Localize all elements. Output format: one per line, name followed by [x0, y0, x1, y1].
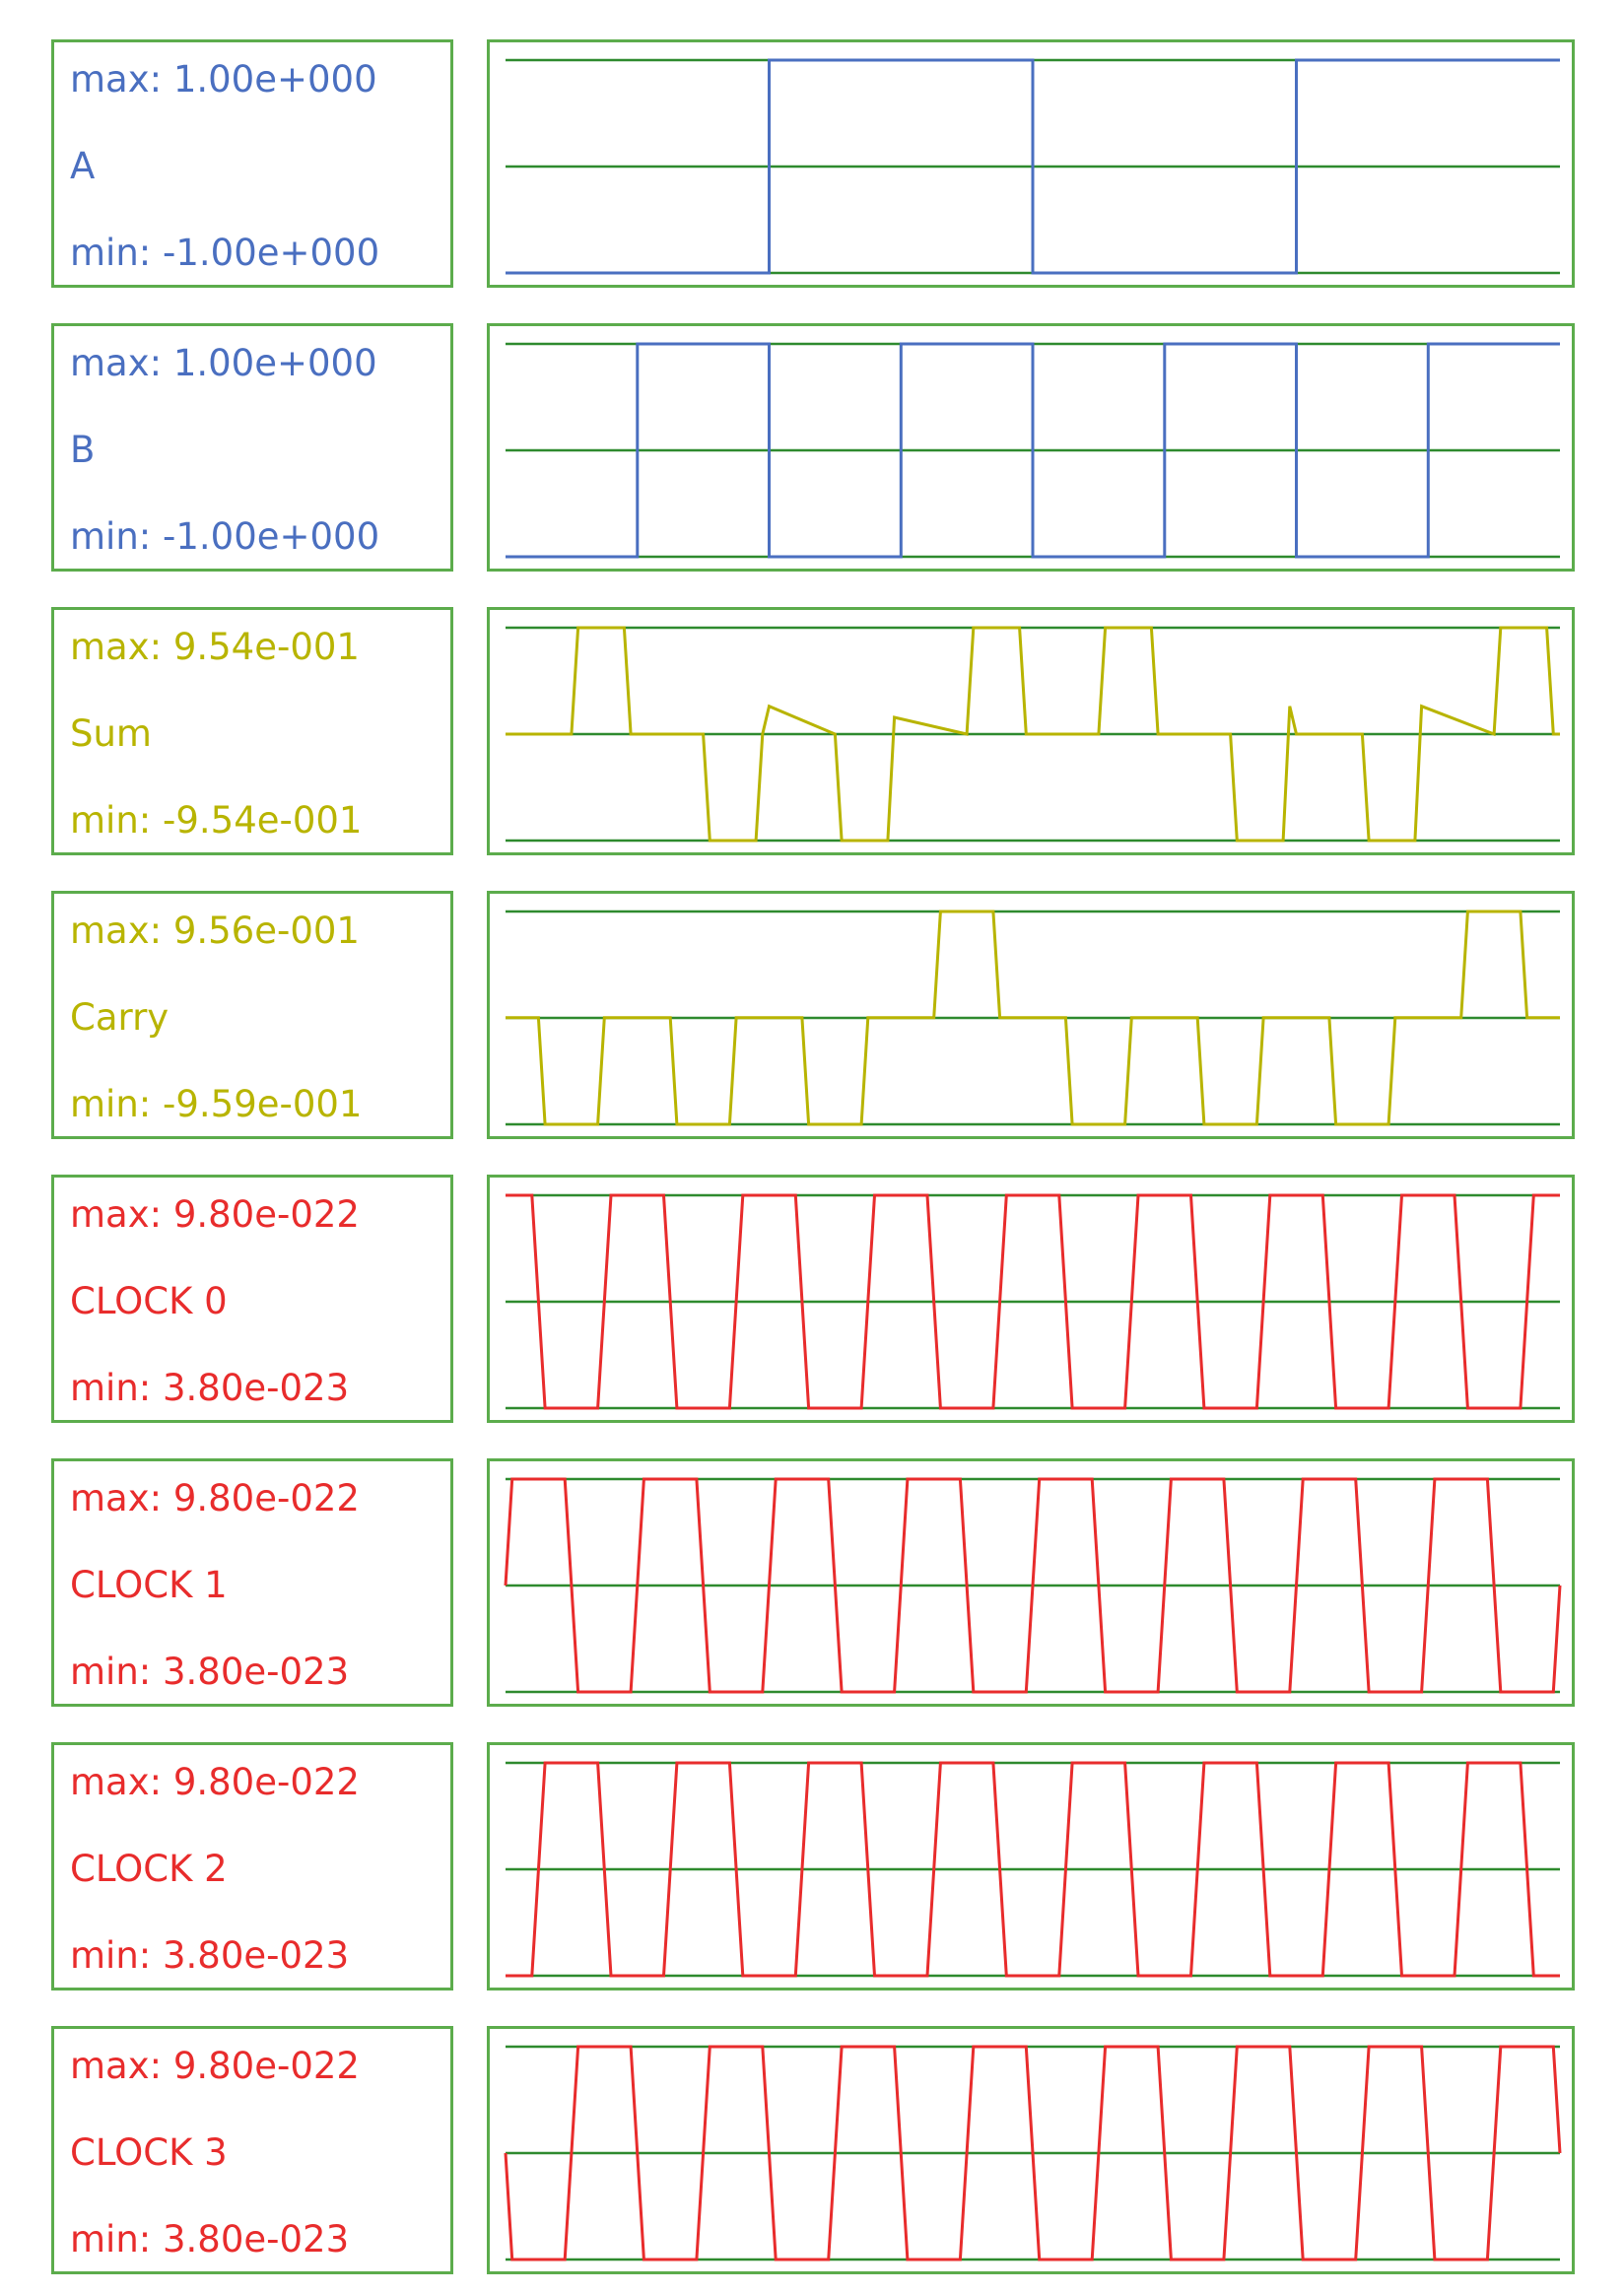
- signal-label-box: [51, 323, 453, 572]
- waveform-trace: [506, 911, 1560, 1124]
- signal-row: [0, 1742, 1624, 1998]
- signal-name-label: CLOCK 3: [70, 2131, 228, 2174]
- signal-max-label: max: 9.80e-022: [70, 2045, 360, 2087]
- signal-min-label: min: -9.59e-001: [70, 1083, 363, 1125]
- signal-max-label: max: 9.80e-022: [70, 1193, 360, 1236]
- signal-min-label: min: 3.80e-023: [70, 1651, 350, 1693]
- signal-label-box: [51, 39, 453, 288]
- signal-min-label: min: 3.80e-023: [70, 2218, 350, 2260]
- signal-row: [0, 2026, 1624, 2282]
- waveform-plot: [490, 1745, 1572, 1988]
- signal-plot-box: [487, 39, 1575, 288]
- waveform-plot: [490, 610, 1572, 852]
- signal-name-label: CLOCK 0: [70, 1280, 228, 1322]
- waveform-plot: [490, 894, 1572, 1136]
- signal-max-label: max: 1.00e+000: [70, 58, 377, 101]
- signal-label-box: [51, 1175, 453, 1423]
- signal-min-label: min: 3.80e-023: [70, 1367, 350, 1409]
- signal-plot-box: [487, 1458, 1575, 1707]
- signal-label-box: [51, 2026, 453, 2274]
- waveform-plot: [490, 1178, 1572, 1420]
- signal-name-label: CLOCK 1: [70, 1564, 228, 1606]
- signal-name-label: CLOCK 2: [70, 1848, 228, 1890]
- signal-name-label: A: [70, 145, 96, 187]
- signal-label-box: [51, 1458, 453, 1707]
- signal-label-box: [51, 891, 453, 1139]
- signal-label-box: [51, 1742, 453, 1990]
- signal-row: [0, 39, 1624, 296]
- signal-row: [0, 1458, 1624, 1715]
- signal-plot-box: [487, 2026, 1575, 2274]
- signal-label-box: [51, 607, 453, 855]
- signal-name-label: B: [70, 429, 96, 471]
- waveform-plot: [490, 326, 1572, 569]
- signal-row: [0, 607, 1624, 863]
- waveform-plot: [490, 42, 1572, 285]
- signal-plot-box: [487, 1742, 1575, 1990]
- signal-max-label: max: 9.54e-001: [70, 626, 360, 668]
- signal-min-label: min: -1.00e+000: [70, 515, 380, 558]
- signal-row: [0, 1175, 1624, 1431]
- signal-min-label: min: -1.00e+000: [70, 232, 380, 274]
- signal-name-label: Carry: [70, 996, 169, 1039]
- waveform-plot: [490, 1461, 1572, 1704]
- signal-max-label: max: 9.56e-001: [70, 910, 360, 952]
- signal-name-label: Sum: [70, 712, 152, 755]
- waveform-plot: [490, 2029, 1572, 2271]
- signal-row: [0, 891, 1624, 1147]
- signal-min-label: min: -9.54e-001: [70, 799, 363, 842]
- signal-max-label: max: 1.00e+000: [70, 342, 377, 384]
- signal-plot-box: [487, 891, 1575, 1139]
- signal-row: [0, 323, 1624, 579]
- signal-plot-box: [487, 607, 1575, 855]
- signal-plot-box: [487, 323, 1575, 572]
- signal-max-label: max: 9.80e-022: [70, 1477, 360, 1519]
- signal-plot-box: [487, 1175, 1575, 1423]
- signal-max-label: max: 9.80e-022: [70, 1761, 360, 1803]
- signal-min-label: min: 3.80e-023: [70, 1934, 350, 1977]
